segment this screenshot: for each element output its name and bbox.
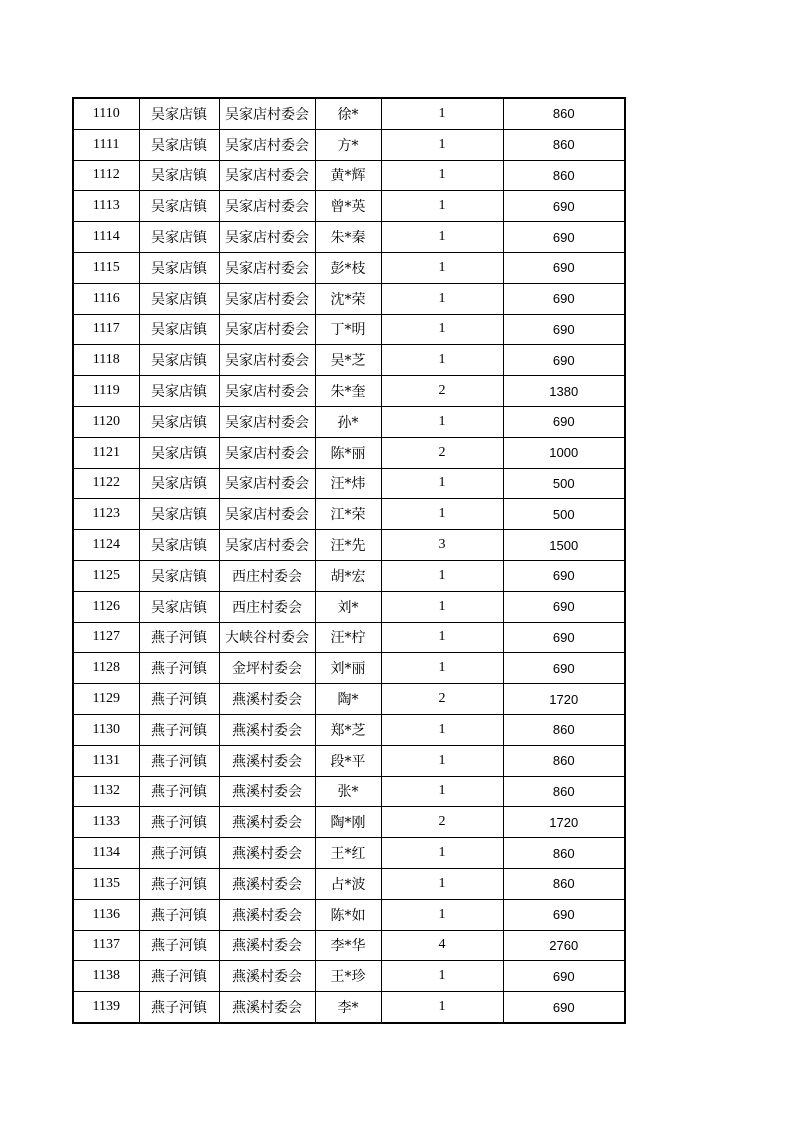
serial-number-cell: 1138 — [73, 961, 139, 992]
household-count-cell: 1 — [381, 499, 503, 530]
amount-cell: 690 — [503, 560, 625, 591]
person-name-cell: 朱*奎 — [315, 376, 381, 407]
person-name-cell: 吴*芝 — [315, 345, 381, 376]
household-count-cell: 4 — [381, 930, 503, 961]
serial-number-cell: 1132 — [73, 776, 139, 807]
village-committee-cell: 燕溪村委会 — [219, 868, 315, 899]
person-name-cell: 占*波 — [315, 868, 381, 899]
serial-number-cell: 1112 — [73, 160, 139, 191]
amount-cell: 690 — [503, 191, 625, 222]
table-row — [73, 807, 625, 838]
household-count-cell: 2 — [381, 684, 503, 715]
village-committee-cell: 西庄村委会 — [219, 560, 315, 591]
person-name-cell: 张* — [315, 776, 381, 807]
person-name-cell: 孙* — [315, 406, 381, 437]
household-count-cell: 1 — [381, 468, 503, 499]
serial-number-cell: 1123 — [73, 499, 139, 530]
roster-body — [73, 98, 625, 1023]
village-committee-cell: 吴家店村委会 — [219, 437, 315, 468]
village-committee-cell: 吴家店村委会 — [219, 252, 315, 283]
amount-cell: 690 — [503, 283, 625, 314]
household-count-cell: 1 — [381, 899, 503, 930]
town-cell: 吴家店镇 — [139, 468, 219, 499]
person-name-cell: 陶* — [315, 684, 381, 715]
amount-cell: 690 — [503, 406, 625, 437]
amount-cell: 860 — [503, 129, 625, 160]
serial-number-cell: 1126 — [73, 591, 139, 622]
person-name-cell: 李* — [315, 992, 381, 1023]
serial-number-cell: 1120 — [73, 406, 139, 437]
household-count-cell: 1 — [381, 283, 503, 314]
household-count-cell: 1 — [381, 314, 503, 345]
household-count-cell: 1 — [381, 776, 503, 807]
household-count-cell: 1 — [381, 222, 503, 253]
table-row — [73, 252, 625, 283]
serial-number-cell: 1115 — [73, 252, 139, 283]
person-name-cell: 汪*先 — [315, 530, 381, 561]
table-row — [73, 160, 625, 191]
table-row — [73, 961, 625, 992]
serial-number-cell: 1136 — [73, 899, 139, 930]
serial-number-cell: 1118 — [73, 345, 139, 376]
town-cell: 吴家店镇 — [139, 560, 219, 591]
household-count-cell: 1 — [381, 252, 503, 283]
serial-number-cell: 1139 — [73, 992, 139, 1023]
serial-number-cell: 1128 — [73, 653, 139, 684]
amount-cell: 690 — [503, 314, 625, 345]
town-cell: 燕子河镇 — [139, 714, 219, 745]
person-name-cell: 汪*柠 — [315, 622, 381, 653]
serial-number-cell: 1125 — [73, 560, 139, 591]
household-count-cell: 1 — [381, 961, 503, 992]
town-cell: 吴家店镇 — [139, 98, 219, 129]
serial-number-cell: 1124 — [73, 530, 139, 561]
town-cell: 吴家店镇 — [139, 129, 219, 160]
household-count-cell: 1 — [381, 838, 503, 869]
town-cell: 燕子河镇 — [139, 961, 219, 992]
household-count-cell: 1 — [381, 622, 503, 653]
person-name-cell: 王*红 — [315, 838, 381, 869]
town-cell: 燕子河镇 — [139, 930, 219, 961]
table-row — [73, 653, 625, 684]
amount-cell: 860 — [503, 714, 625, 745]
person-name-cell: 王*珍 — [315, 961, 381, 992]
household-count-cell: 1 — [381, 653, 503, 684]
town-cell: 燕子河镇 — [139, 992, 219, 1023]
person-name-cell: 刘* — [315, 591, 381, 622]
table-row — [73, 899, 625, 930]
table-row — [73, 191, 625, 222]
table-row — [73, 406, 625, 437]
person-name-cell: 江*荣 — [315, 499, 381, 530]
table-row — [73, 714, 625, 745]
town-cell: 燕子河镇 — [139, 868, 219, 899]
amount-cell: 690 — [503, 992, 625, 1023]
person-name-cell: 曾*英 — [315, 191, 381, 222]
amount-cell: 690 — [503, 345, 625, 376]
amount-cell: 860 — [503, 98, 625, 129]
person-name-cell: 郑*芝 — [315, 714, 381, 745]
village-committee-cell: 吴家店村委会 — [219, 129, 315, 160]
person-name-cell: 彭*枝 — [315, 252, 381, 283]
household-count-cell: 1 — [381, 560, 503, 591]
household-count-cell: 1 — [381, 160, 503, 191]
village-committee-cell: 燕溪村委会 — [219, 899, 315, 930]
household-count-cell: 1 — [381, 714, 503, 745]
table-row — [73, 468, 625, 499]
amount-cell: 690 — [503, 899, 625, 930]
town-cell: 燕子河镇 — [139, 807, 219, 838]
amount-cell: 860 — [503, 838, 625, 869]
village-committee-cell: 燕溪村委会 — [219, 930, 315, 961]
household-count-cell: 1 — [381, 406, 503, 437]
amount-cell: 690 — [503, 653, 625, 684]
village-committee-cell: 西庄村委会 — [219, 591, 315, 622]
household-count-cell: 2 — [381, 437, 503, 468]
amount-cell: 1720 — [503, 807, 625, 838]
amount-cell: 860 — [503, 776, 625, 807]
amount-cell: 1380 — [503, 376, 625, 407]
household-count-cell: 2 — [381, 807, 503, 838]
table-row — [73, 314, 625, 345]
amount-cell: 2760 — [503, 930, 625, 961]
person-name-cell: 李*华 — [315, 930, 381, 961]
household-count-cell: 2 — [381, 376, 503, 407]
town-cell: 燕子河镇 — [139, 745, 219, 776]
village-committee-cell: 吴家店村委会 — [219, 530, 315, 561]
town-cell: 燕子河镇 — [139, 684, 219, 715]
village-committee-cell: 燕溪村委会 — [219, 961, 315, 992]
household-count-cell: 1 — [381, 868, 503, 899]
person-name-cell: 汪*炜 — [315, 468, 381, 499]
town-cell: 燕子河镇 — [139, 776, 219, 807]
village-committee-cell: 吴家店村委会 — [219, 160, 315, 191]
amount-cell: 690 — [503, 252, 625, 283]
town-cell: 燕子河镇 — [139, 899, 219, 930]
village-committee-cell: 燕溪村委会 — [219, 714, 315, 745]
amount-cell: 1000 — [503, 437, 625, 468]
village-committee-cell: 吴家店村委会 — [219, 314, 315, 345]
person-name-cell: 陶*刚 — [315, 807, 381, 838]
town-cell: 燕子河镇 — [139, 838, 219, 869]
town-cell: 吴家店镇 — [139, 406, 219, 437]
table-row — [73, 129, 625, 160]
serial-number-cell: 1110 — [73, 98, 139, 129]
person-name-cell: 黄*辉 — [315, 160, 381, 191]
village-committee-cell: 燕溪村委会 — [219, 992, 315, 1023]
serial-number-cell: 1117 — [73, 314, 139, 345]
table-row — [73, 530, 625, 561]
serial-number-cell: 1121 — [73, 437, 139, 468]
serial-number-cell: 1114 — [73, 222, 139, 253]
table-row — [73, 622, 625, 653]
village-committee-cell: 吴家店村委会 — [219, 222, 315, 253]
table-row — [73, 345, 625, 376]
amount-cell: 1500 — [503, 530, 625, 561]
town-cell: 吴家店镇 — [139, 591, 219, 622]
table-row — [73, 437, 625, 468]
serial-number-cell: 1119 — [73, 376, 139, 407]
table-row — [73, 838, 625, 869]
household-count-cell: 1 — [381, 591, 503, 622]
household-count-cell: 1 — [381, 98, 503, 129]
serial-number-cell: 1131 — [73, 745, 139, 776]
person-name-cell: 刘*丽 — [315, 653, 381, 684]
table-row — [73, 222, 625, 253]
household-count-cell: 1 — [381, 992, 503, 1023]
amount-cell: 690 — [503, 622, 625, 653]
amount-cell: 860 — [503, 160, 625, 191]
town-cell: 吴家店镇 — [139, 376, 219, 407]
village-committee-cell: 燕溪村委会 — [219, 807, 315, 838]
town-cell: 吴家店镇 — [139, 345, 219, 376]
town-cell: 吴家店镇 — [139, 437, 219, 468]
serial-number-cell: 1122 — [73, 468, 139, 499]
household-count-cell: 1 — [381, 129, 503, 160]
amount-cell: 690 — [503, 222, 625, 253]
roster-table — [72, 97, 626, 1024]
table-row — [73, 776, 625, 807]
serial-number-cell: 1111 — [73, 129, 139, 160]
serial-number-cell: 1127 — [73, 622, 139, 653]
serial-number-cell: 1130 — [73, 714, 139, 745]
serial-number-cell: 1135 — [73, 868, 139, 899]
amount-cell: 690 — [503, 591, 625, 622]
village-committee-cell: 燕溪村委会 — [219, 776, 315, 807]
village-committee-cell: 吴家店村委会 — [219, 406, 315, 437]
serial-number-cell: 1116 — [73, 283, 139, 314]
village-committee-cell: 吴家店村委会 — [219, 345, 315, 376]
town-cell: 吴家店镇 — [139, 283, 219, 314]
village-committee-cell: 吴家店村委会 — [219, 98, 315, 129]
serial-number-cell: 1113 — [73, 191, 139, 222]
household-count-cell: 1 — [381, 191, 503, 222]
town-cell: 燕子河镇 — [139, 653, 219, 684]
household-count-cell: 1 — [381, 745, 503, 776]
town-cell: 吴家店镇 — [139, 499, 219, 530]
table-row — [73, 930, 625, 961]
table-row — [73, 992, 625, 1023]
amount-cell: 500 — [503, 468, 625, 499]
village-committee-cell: 吴家店村委会 — [219, 191, 315, 222]
person-name-cell: 丁*明 — [315, 314, 381, 345]
town-cell: 吴家店镇 — [139, 252, 219, 283]
table-row — [73, 591, 625, 622]
person-name-cell: 朱*秦 — [315, 222, 381, 253]
table-row — [73, 283, 625, 314]
table-row — [73, 499, 625, 530]
village-committee-cell: 燕溪村委会 — [219, 684, 315, 715]
town-cell: 燕子河镇 — [139, 622, 219, 653]
town-cell: 吴家店镇 — [139, 530, 219, 561]
person-name-cell: 胡*宏 — [315, 560, 381, 591]
table-row — [73, 560, 625, 591]
town-cell: 吴家店镇 — [139, 191, 219, 222]
person-name-cell: 沈*荣 — [315, 283, 381, 314]
amount-cell: 1720 — [503, 684, 625, 715]
town-cell: 吴家店镇 — [139, 314, 219, 345]
table-row — [73, 98, 625, 129]
village-committee-cell: 吴家店村委会 — [219, 468, 315, 499]
table-row — [73, 376, 625, 407]
household-count-cell: 1 — [381, 345, 503, 376]
person-name-cell: 陈*丽 — [315, 437, 381, 468]
serial-number-cell: 1133 — [73, 807, 139, 838]
person-name-cell: 方* — [315, 129, 381, 160]
person-name-cell: 段*平 — [315, 745, 381, 776]
village-committee-cell: 吴家店村委会 — [219, 283, 315, 314]
serial-number-cell: 1129 — [73, 684, 139, 715]
village-committee-cell: 燕溪村委会 — [219, 745, 315, 776]
table-row — [73, 868, 625, 899]
table-row — [73, 684, 625, 715]
village-committee-cell: 大峡谷村委会 — [219, 622, 315, 653]
amount-cell: 500 — [503, 499, 625, 530]
amount-cell: 690 — [503, 961, 625, 992]
town-cell: 吴家店镇 — [139, 160, 219, 191]
table-row — [73, 745, 625, 776]
amount-cell: 860 — [503, 868, 625, 899]
village-committee-cell: 金坪村委会 — [219, 653, 315, 684]
household-count-cell: 3 — [381, 530, 503, 561]
village-committee-cell: 燕溪村委会 — [219, 838, 315, 869]
serial-number-cell: 1134 — [73, 838, 139, 869]
person-name-cell: 陈*如 — [315, 899, 381, 930]
village-committee-cell: 吴家店村委会 — [219, 499, 315, 530]
amount-cell: 860 — [503, 745, 625, 776]
town-cell: 吴家店镇 — [139, 222, 219, 253]
village-committee-cell: 吴家店村委会 — [219, 376, 315, 407]
person-name-cell: 徐* — [315, 98, 381, 129]
serial-number-cell: 1137 — [73, 930, 139, 961]
